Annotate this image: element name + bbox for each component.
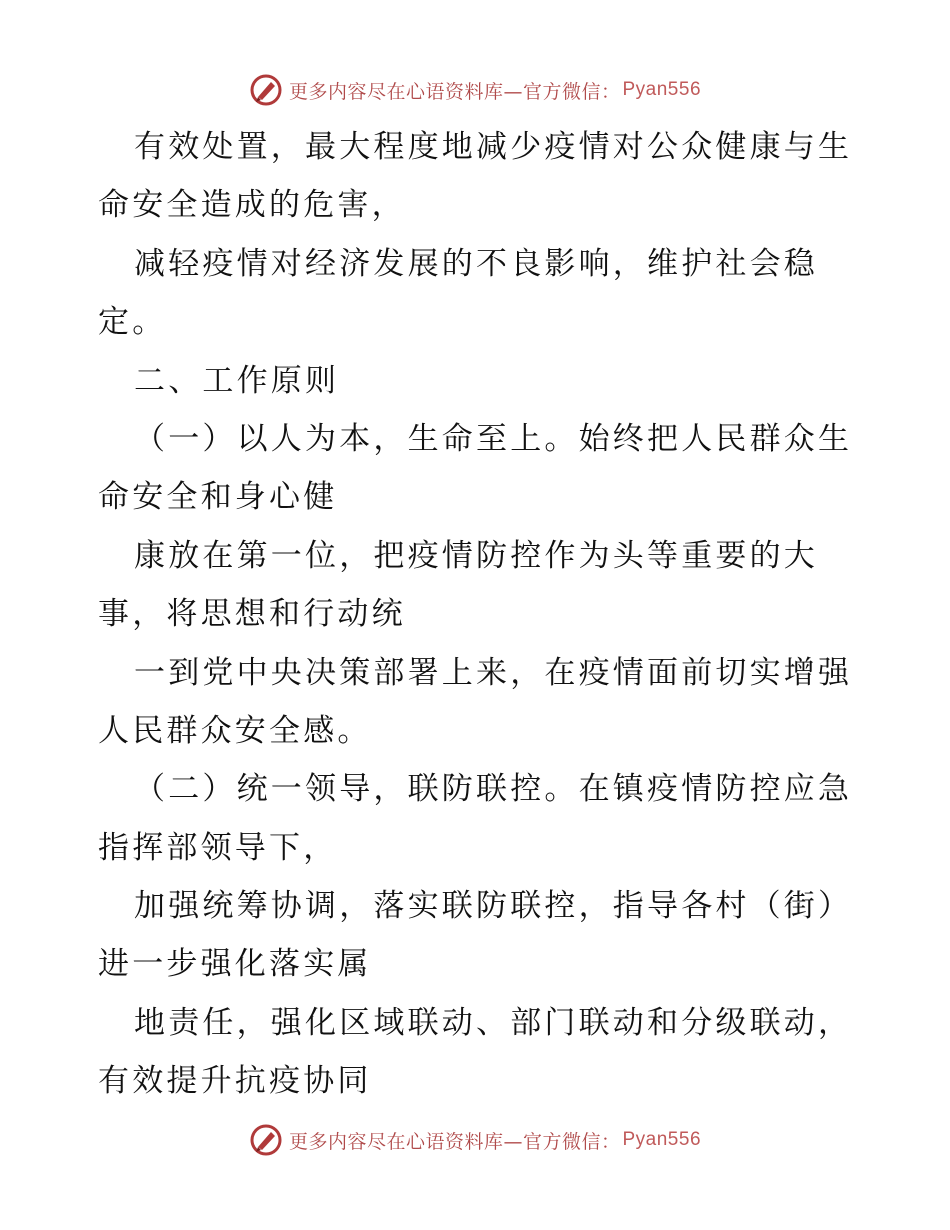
text-line: 命安全和身心健 xyxy=(98,479,338,516)
text-line: 有效处置，最大程度地减少疫情对公众健康与生 xyxy=(134,129,853,165)
watermark-footer xyxy=(0,1120,950,1160)
text-line: 事，将思想和行动统 xyxy=(98,596,406,633)
text-line: 地责任，强化区域联动、部门联动和分级联动， xyxy=(134,1004,853,1041)
text-line: 减轻疫情对经济发展的不良影响，维护社会稳 xyxy=(134,245,818,282)
text-line: 康放在第一位，把疫情防控作为头等重要的大 xyxy=(134,537,818,574)
watermark-text: 更多内容尽在心语资料库—官方微信： xyxy=(288,80,621,103)
watermark-wechat-id: Pyan556 xyxy=(622,79,702,100)
text-line: 加强统筹协调，落实联防联控，指导各村（街） xyxy=(134,888,853,925)
text-line: 进一步强化落实属 xyxy=(98,946,372,983)
text-line: （二）统一领导，联防联控。在镇疫情防控应急 xyxy=(134,771,853,808)
document-body xyxy=(98,118,858,1111)
text-line: （一）以人为本，生命至上。始终把人民群众生 xyxy=(134,420,853,457)
text-line: 人民群众安全感。 xyxy=(98,712,372,749)
section-heading: 二、工作原则 xyxy=(134,362,340,399)
watermark-header xyxy=(0,70,950,110)
watermark-wechat-id: Pyan556 xyxy=(622,1129,702,1150)
pen-logo-icon xyxy=(249,73,283,107)
text-line: 有效提升抗疫协同 xyxy=(98,1063,372,1100)
text-line: 命安全造成的危害， xyxy=(98,187,406,224)
text-line: 定。 xyxy=(98,304,167,341)
text-line: 一到党中央决策部署上来，在疫情面前切实增强 xyxy=(134,654,853,691)
text-line: 指挥部领导下， xyxy=(98,829,338,866)
watermark-text: 更多内容尽在心语资料库—官方微信： xyxy=(288,1130,621,1153)
pen-logo-icon xyxy=(249,1123,283,1157)
